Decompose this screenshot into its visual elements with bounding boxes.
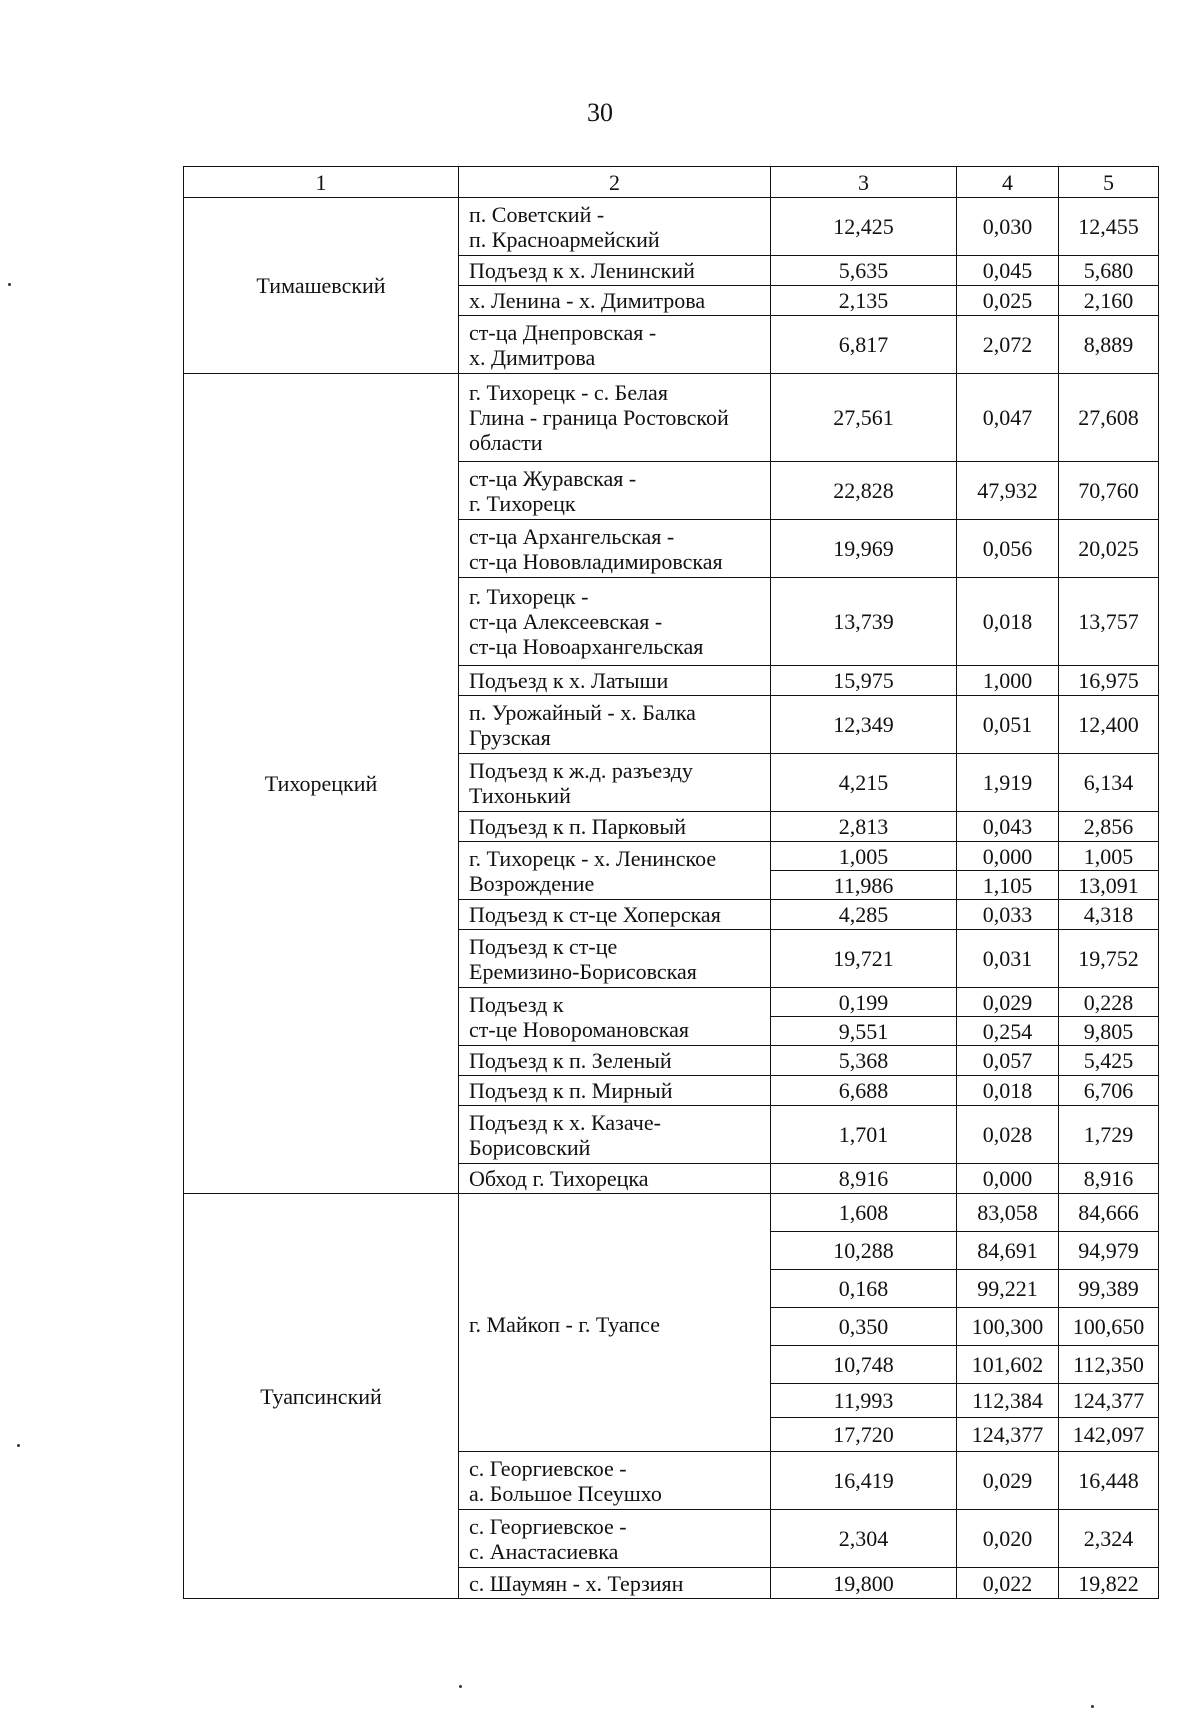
- road-name-cell: [459, 286, 771, 316]
- scan-speck: [8, 283, 11, 286]
- value-col4-cell: 101,602: [957, 1346, 1059, 1384]
- value-col5-cell: 142,097: [1059, 1418, 1159, 1452]
- road-name-line: Тихонький: [469, 782, 571, 808]
- value-col4-cell: 0,000: [957, 842, 1059, 871]
- road-name-cell: [459, 1452, 771, 1510]
- value-col3-cell: 22,828: [771, 462, 957, 520]
- road-name-line: Грузская: [469, 724, 551, 750]
- value-col4-cell: 0,056: [957, 520, 1059, 578]
- value-col4-cell: 1,919: [957, 754, 1059, 812]
- road-name-line: Глина - граница Ростовской: [469, 405, 729, 430]
- value-col5-cell: 8,889: [1059, 316, 1159, 374]
- scan-speck: [17, 1444, 20, 1447]
- value-col3-cell: 12,425: [771, 198, 957, 256]
- value-col4-cell: 0,030: [957, 198, 1059, 256]
- value-col3-cell: 19,721: [771, 930, 957, 988]
- value-col3-cell: 19,800: [771, 1568, 957, 1599]
- value-col5-cell: 2,324: [1059, 1510, 1159, 1568]
- value-col3-cell: 17,720: [771, 1418, 957, 1452]
- value-col4-cell: 0,057: [957, 1046, 1059, 1076]
- scan-speck: [459, 1685, 462, 1688]
- page-number: 30: [587, 98, 613, 127]
- value-col4-cell: 100,300: [957, 1308, 1059, 1346]
- road-name-line: Еремизино-Борисовская: [469, 958, 697, 984]
- value-col5-cell: 6,134: [1059, 754, 1159, 812]
- road-name-line: Подъезд к: [469, 991, 564, 1017]
- road-name-line: Подъезд к п. Мирный: [469, 1078, 673, 1103]
- value-col4-cell: 0,043: [957, 812, 1059, 842]
- road-name-line: г. Тихорецк - х. Ленинское: [469, 845, 717, 871]
- value-col5-cell: 16,975: [1059, 666, 1159, 696]
- table-row: [184, 198, 1159, 256]
- value-col3-cell: 13,739: [771, 578, 957, 666]
- value-col4-cell: 47,932: [957, 462, 1059, 520]
- road-name-line: Подъезд к п. Зеленый: [469, 1048, 672, 1073]
- value-col5-cell: 124,377: [1059, 1384, 1159, 1418]
- road-name-cell: [459, 1164, 771, 1194]
- value-col4-cell: 2,072: [957, 316, 1059, 374]
- roads-table: [183, 166, 1159, 1599]
- value-col4-cell: 0,025: [957, 286, 1059, 316]
- road-name-line: Подъезд к х. Ленинский: [469, 258, 695, 283]
- value-col3-cell: 2,304: [771, 1510, 957, 1568]
- value-col3-cell: 0,350: [771, 1308, 957, 1346]
- road-name-line: х. Ленина - х. Димитрова: [469, 288, 706, 313]
- road-name-line: ст-ца Нововладимировская: [469, 548, 723, 574]
- value-col3-cell: 11,986: [771, 871, 957, 900]
- value-col3-cell: 6,688: [771, 1076, 957, 1106]
- table-row: [184, 374, 1159, 462]
- value-col5-cell: 8,916: [1059, 1164, 1159, 1194]
- value-col4-cell: 0,254: [957, 1017, 1059, 1046]
- road-name-line: п. Красноармейский: [469, 226, 660, 252]
- road-name-cell: [459, 520, 771, 578]
- value-col5-cell: 19,822: [1059, 1568, 1159, 1599]
- road-name-line: ст-ца Архангельская -: [469, 523, 675, 549]
- road-name-cell: [459, 988, 771, 1046]
- value-col4-cell: 0,029: [957, 988, 1059, 1017]
- column-header: 3: [771, 167, 957, 198]
- value-col3-cell: 12,349: [771, 696, 957, 754]
- district-cell: Тихорецкий: [184, 374, 459, 1194]
- road-name-cell: [459, 812, 771, 842]
- value-col4-cell: 0,029: [957, 1452, 1059, 1510]
- value-col3-cell: 8,916: [771, 1164, 957, 1194]
- value-col3-cell: 9,551: [771, 1017, 957, 1046]
- road-name-line: Подъезд к п. Парковый: [469, 814, 686, 839]
- value-col4-cell: 0,031: [957, 930, 1059, 988]
- road-name-cell: [459, 462, 771, 520]
- value-col3-cell: 16,419: [771, 1452, 957, 1510]
- value-col4-cell: 84,691: [957, 1232, 1059, 1270]
- value-col5-cell: 13,757: [1059, 578, 1159, 666]
- value-col5-cell: 16,448: [1059, 1452, 1159, 1510]
- column-header: 4: [957, 167, 1059, 198]
- value-col5-cell: 20,025: [1059, 520, 1159, 578]
- value-col3-cell: 1,608: [771, 1194, 957, 1232]
- road-name-line: ст-ца Днепровская -: [469, 319, 657, 345]
- road-name-line: п. Советский -: [469, 201, 605, 227]
- road-name-cell: [459, 666, 771, 696]
- value-col3-cell: 1,005: [771, 842, 957, 871]
- road-name-line: ст-ца Алексеевская -: [469, 609, 663, 634]
- table-body: [184, 198, 1159, 1599]
- value-col5-cell: 70,760: [1059, 462, 1159, 520]
- value-col5-cell: 100,650: [1059, 1308, 1159, 1346]
- road-name-line: г. Майкоп - г. Туапсе: [469, 1312, 660, 1337]
- road-name-line: г. Тихорецк -: [469, 584, 589, 609]
- road-name-line: с. Анастасиевка: [469, 1538, 619, 1564]
- road-name-line: Возрождение: [469, 870, 595, 896]
- column-header: 1: [184, 167, 459, 198]
- road-name-cell: [459, 1076, 771, 1106]
- value-col5-cell: 6,706: [1059, 1076, 1159, 1106]
- value-col4-cell: 0,020: [957, 1510, 1059, 1568]
- road-name-line: Подъезд к ст-це Хоперская: [469, 902, 721, 927]
- road-name-cell: [459, 900, 771, 930]
- value-col5-cell: 1,005: [1059, 842, 1159, 871]
- road-name-line: х. Димитрова: [469, 344, 596, 370]
- value-col3-cell: 6,817: [771, 316, 957, 374]
- table-header-row: [184, 167, 1159, 198]
- road-name-cell: [459, 374, 771, 462]
- value-col5-cell: 94,979: [1059, 1232, 1159, 1270]
- value-col3-cell: 11,993: [771, 1384, 957, 1418]
- value-col5-cell: 5,680: [1059, 256, 1159, 286]
- value-col5-cell: 12,400: [1059, 696, 1159, 754]
- value-col5-cell: 1,729: [1059, 1106, 1159, 1164]
- road-name-line: Борисовский: [469, 1134, 591, 1160]
- value-col3-cell: 0,199: [771, 988, 957, 1017]
- value-col4-cell: 83,058: [957, 1194, 1059, 1232]
- value-col3-cell: 27,561: [771, 374, 957, 462]
- column-header: 5: [1059, 167, 1159, 198]
- value-col4-cell: 0,000: [957, 1164, 1059, 1194]
- value-col5-cell: 2,856: [1059, 812, 1159, 842]
- road-name-cell: [459, 1510, 771, 1568]
- road-name-cell: [459, 1568, 771, 1599]
- value-col4-cell: 1,000: [957, 666, 1059, 696]
- road-name-cell: [459, 696, 771, 754]
- value-col3-cell: 2,813: [771, 812, 957, 842]
- district-cell: Туапсинский: [184, 1194, 459, 1599]
- value-col4-cell: 99,221: [957, 1270, 1059, 1308]
- value-col5-cell: 0,228: [1059, 988, 1159, 1017]
- value-col3-cell: 10,748: [771, 1346, 957, 1384]
- road-name-line: Подъезд к ж.д. разъезду: [469, 757, 693, 783]
- value-col5-cell: 2,160: [1059, 286, 1159, 316]
- road-name-cell: [459, 316, 771, 374]
- road-name-line: с. Шаумян - х. Терзиян: [469, 1570, 684, 1596]
- value-col4-cell: 0,033: [957, 900, 1059, 930]
- value-col5-cell: 99,389: [1059, 1270, 1159, 1308]
- value-col3-cell: 10,288: [771, 1232, 957, 1270]
- value-col5-cell: 9,805: [1059, 1017, 1159, 1046]
- road-name-cell: [459, 578, 771, 666]
- value-col4-cell: 0,028: [957, 1106, 1059, 1164]
- value-col4-cell: 1,105: [957, 871, 1059, 900]
- value-col4-cell: 0,051: [957, 696, 1059, 754]
- road-name-line: Подъезд к х. Казаче-: [469, 1109, 661, 1135]
- road-name-line: области: [469, 430, 543, 455]
- value-col5-cell: 4,318: [1059, 900, 1159, 930]
- value-col5-cell: 13,091: [1059, 871, 1159, 900]
- road-name-line: г. Тихорецк: [469, 490, 576, 516]
- value-col5-cell: 12,455: [1059, 198, 1159, 256]
- value-col5-cell: 112,350: [1059, 1346, 1159, 1384]
- value-col4-cell: 0,045: [957, 256, 1059, 286]
- value-col3-cell: 4,215: [771, 754, 957, 812]
- value-col3-cell: 4,285: [771, 900, 957, 930]
- road-name-line: Подъезд к х. Латыши: [469, 668, 669, 693]
- road-name-line: Подъезд к ст-це: [469, 933, 618, 959]
- road-name-line: а. Большое Псеушхо: [469, 1480, 662, 1506]
- value-col5-cell: 27,608: [1059, 374, 1159, 462]
- value-col4-cell: 0,022: [957, 1568, 1059, 1599]
- value-col4-cell: 0,018: [957, 1076, 1059, 1106]
- road-name-line: г. Тихорецк - с. Белая: [469, 380, 668, 405]
- value-col3-cell: 5,368: [771, 1046, 957, 1076]
- road-name-cell: [459, 1046, 771, 1076]
- value-col3-cell: 2,135: [771, 286, 957, 316]
- road-name-line: ст-це Новоромановская: [469, 1016, 690, 1042]
- road-name-line: Обход г. Тихорецка: [469, 1166, 649, 1191]
- table-row: [184, 1194, 1159, 1232]
- value-col3-cell: 19,969: [771, 520, 957, 578]
- district-cell: Тимашевский: [184, 198, 459, 374]
- road-name-cell: [459, 1194, 771, 1452]
- value-col3-cell: 0,168: [771, 1270, 957, 1308]
- value-col3-cell: 1,701: [771, 1106, 957, 1164]
- road-name-line: п. Урожайный - х. Балка: [469, 699, 696, 725]
- value-col3-cell: 15,975: [771, 666, 957, 696]
- value-col5-cell: 19,752: [1059, 930, 1159, 988]
- road-name-cell: [459, 930, 771, 988]
- road-name-cell: [459, 754, 771, 812]
- road-name-line: с. Георгиевское -: [469, 1513, 627, 1539]
- value-col3-cell: 5,635: [771, 256, 957, 286]
- column-header: 2: [459, 167, 771, 198]
- road-name-cell: [459, 198, 771, 256]
- road-name-cell: [459, 1106, 771, 1164]
- scan-speck: [1091, 1705, 1094, 1708]
- value-col4-cell: 0,047: [957, 374, 1059, 462]
- value-col4-cell: 124,377: [957, 1418, 1059, 1452]
- value-col5-cell: 5,425: [1059, 1046, 1159, 1076]
- value-col4-cell: 0,018: [957, 578, 1059, 666]
- road-name-line: с. Георгиевское -: [469, 1455, 627, 1481]
- value-col4-cell: 112,384: [957, 1384, 1059, 1418]
- value-col5-cell: 84,666: [1059, 1194, 1159, 1232]
- road-name-line: ст-ца Новоархангельская: [469, 634, 704, 659]
- road-name-line: ст-ца Журавская -: [469, 465, 637, 491]
- road-name-cell: [459, 842, 771, 900]
- road-name-cell: [459, 256, 771, 286]
